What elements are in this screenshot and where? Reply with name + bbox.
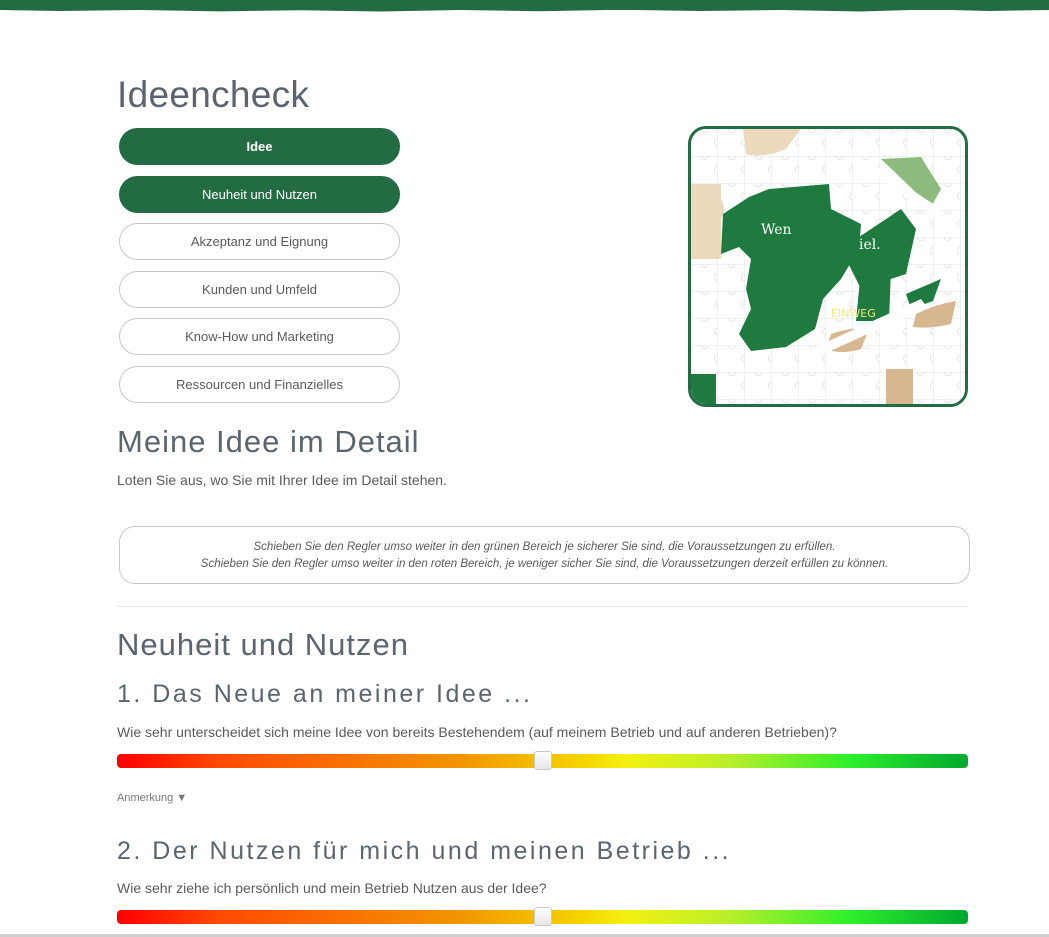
puzzle-image-icon xyxy=(691,129,965,404)
nav-button-know-how-und-marketing[interactable]: Know-How und Marketing xyxy=(119,318,400,355)
detail-lead-text: Loten Sie aus, wo Sie mit Ihrer Idee im Detail stehen. xyxy=(117,472,447,488)
nav-button-idee[interactable]: Idee xyxy=(119,128,400,165)
question-1-title: 1. Das Neue an meiner Idee ... xyxy=(117,680,533,708)
page-title: Ideencheck xyxy=(117,74,310,115)
instruction-green: Schieben Sie den Regler umso weiter in den grünen Bereich je sicherer Sie sind, die Voraussetzungen zu erfüllen. xyxy=(253,541,836,553)
instruction-red: Schieben Sie den Regler umso weiter in den roten Bereich, je weniger sicher Sie sind, die Voraussetzungen derzeit erfüllen zu können. xyxy=(200,558,889,570)
question-1-slider[interactable] xyxy=(117,754,968,768)
nav-button-akzeptanz-und-eignung[interactable]: Akzeptanz und Eignung xyxy=(119,223,400,260)
divider xyxy=(117,606,968,607)
section-heading: Neuheit und Nutzen xyxy=(117,627,410,662)
nav-button-kunden-und-umfeld[interactable]: Kunden und Umfeld xyxy=(119,271,400,308)
question-2-title: 2. Der Nutzen für mich und meinen Betrieb ... xyxy=(117,837,732,865)
header-brush-edge xyxy=(0,8,1049,14)
question-2-slider[interactable] xyxy=(117,910,968,924)
svg-text:EINWEG: EINWEG xyxy=(831,307,876,320)
svg-text:iel.: iel. xyxy=(859,237,881,253)
question-1-slider-handle[interactable] xyxy=(534,751,552,770)
nav-button-neuheit-und-nutzen[interactable]: Neuheit und Nutzen xyxy=(119,176,400,213)
section-nav xyxy=(119,128,400,413)
detail-heading: Meine Idee im Detail xyxy=(117,424,420,459)
puzzle-image xyxy=(688,126,968,407)
nav-button-ressourcen-und-finanzielles[interactable]: Ressourcen und Finanzielles xyxy=(119,366,400,403)
instructions-box xyxy=(119,526,970,584)
question-1-text: Wie sehr unterscheidet sich meine Idee von bereits Bestehendem (auf meinem Betrieb und auf anderen Betrieben)? xyxy=(117,724,837,740)
question-2-text: Wie sehr ziehe ich persönlich und mein Betrieb Nutzen aus der Idee? xyxy=(117,880,547,896)
question-2-slider-handle[interactable] xyxy=(534,907,552,926)
svg-text:Wen: Wen xyxy=(761,222,792,238)
question-1-note-toggle[interactable]: Anmerkung ▼ xyxy=(117,792,188,804)
